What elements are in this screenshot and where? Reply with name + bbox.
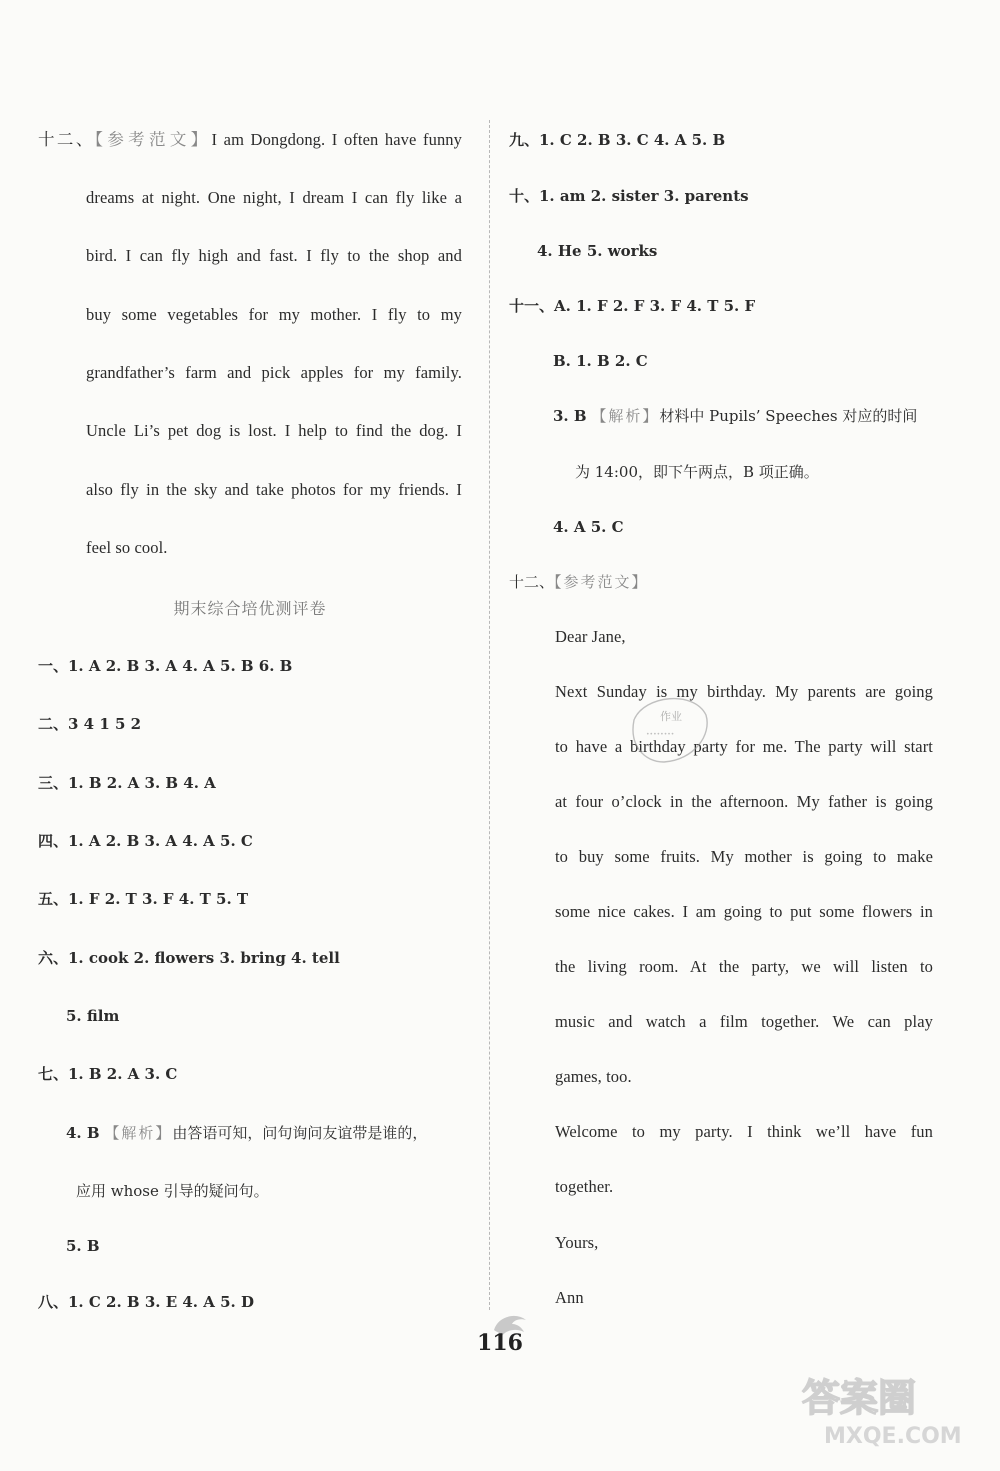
- q7-4-explanation-cont: 应用 whose 引导的疑问句。: [76, 1182, 269, 1200]
- q12-essay-line-3: bird. I can fly high and fast. I fly to the shop and: [86, 246, 462, 265]
- letter-line-6: the living room. At the party, we will listen to: [555, 957, 933, 976]
- letter-line-7: music and watch a film together. We can play: [555, 1012, 933, 1031]
- answer-q11-b45: 4. A 5. C: [553, 518, 624, 536]
- answer-q10-cont: 4. He 5. works: [537, 242, 658, 260]
- q11-b3-number: 3. B: [553, 407, 587, 425]
- q7-4-number: 4. B: [66, 1124, 100, 1142]
- page-number: 116: [477, 1330, 523, 1356]
- q12-essay-line-7: also fly in the sky and take photos for my friends. I: [86, 480, 462, 499]
- q12-heading: [509, 572, 649, 592]
- letter-line-8: games, too.: [555, 1067, 632, 1086]
- q11-b3-explanation-cont: 为 14:00，即下午两点，B 项正确。: [575, 463, 819, 481]
- q12-essay-line-5: grandfather’s farm and pick apples for my family.: [86, 363, 462, 382]
- q12-essay-line-4: buy some vegetables for my mother. I fly to my: [86, 305, 462, 324]
- letter-closing: Yours,: [555, 1233, 599, 1252]
- answer-q7-5: 5. B: [66, 1237, 100, 1255]
- watermark-logo: [782, 1363, 982, 1453]
- letter-line-2: to have a birthday party for me. The party will start: [555, 737, 933, 756]
- svg-text:答案圈: 答案圈: [802, 1376, 917, 1420]
- answer-q7: 七、1. B 2. A 3. C: [38, 1065, 178, 1083]
- q12-essay-line-1: [38, 130, 462, 150]
- q12-label: 十二、: [38, 130, 95, 149]
- answer-q5: 五、1. F 2. T 3. F 4. T 5. T: [38, 890, 249, 908]
- q7-4-explanation: 由答语可知，问句询问友谊带是谁的，: [172, 1124, 428, 1142]
- answer-q4: 四、1. A 2. B 3. A 4. A 5. C: [38, 832, 253, 850]
- column-divider: [489, 120, 490, 1310]
- letter-signature: Ann: [555, 1288, 584, 1307]
- q12-essay-line-6: Uncle Li’s pet dog is lost. I help to find the dog. I: [86, 421, 462, 440]
- q12-essay-line-2: dreams at night. One night, I dream I can fly like a: [86, 188, 462, 207]
- answer-q9: 九、1. C 2. B 3. C 4. A 5. B: [509, 131, 726, 149]
- answer-q11-a: 十一、A. 1. F 2. F 3. F 4. T 5. F: [509, 297, 756, 315]
- answer-q2: 二、3 4 1 5 2: [38, 715, 142, 733]
- q12-line-text: I am Dongdong. I often have funny: [211, 130, 462, 149]
- letter-line-1: Next Sunday is my birthday. My parents are going: [555, 682, 933, 701]
- letter-line-4: to buy some fruits. My mother is going to make: [555, 847, 933, 866]
- answer-q3: 三、1. B 2. A 3. B 4. A: [38, 774, 216, 792]
- letter-line-3: at four o’clock in the afternoon. My father is going: [555, 792, 933, 811]
- answer-q8: 八、1. C 2. B 3. E 4. A 5. D: [38, 1293, 254, 1311]
- section-title: 期末综合培优测评卷: [173, 599, 327, 618]
- q12-essay-line-8: feel so cool.: [86, 538, 168, 557]
- answer-q10: 十、1. am 2. sister 3. parents: [509, 187, 749, 205]
- answer-q6: 六、1. cook 2. flowers 3. bring 4. tell: [38, 949, 340, 967]
- q11-b3-tag: 【解析】: [591, 407, 660, 425]
- answer-q11-b3: [553, 406, 917, 426]
- answer-q6-5: 5. film: [66, 1007, 120, 1025]
- svg-text:••••••••: ••••••••: [646, 731, 675, 738]
- q12-right-tag: 【参考范文】: [554, 573, 649, 591]
- q12-right-label: 十二、: [509, 573, 555, 591]
- letter-line-9: Welcome to my party. I think we’ll have fun: [555, 1122, 933, 1141]
- svg-text:作业: 作业: [660, 710, 682, 723]
- answer-q11-b: B. 1. B 2. C: [553, 352, 648, 370]
- q11-b3-explanation: 材料中 Pupils’ Speeches 对应的时间: [659, 407, 918, 425]
- letter-salutation: Dear Jane,: [555, 627, 626, 646]
- svg-text:MXQE.COM: MXQE.COM: [824, 1424, 962, 1449]
- letter-line-5: some nice cakes. I am going to put some flowers in: [555, 902, 933, 921]
- answer-q1: 一、1. A 2. B 3. A 4. A 5. B 6. B: [38, 657, 293, 675]
- q12-tag: 【参考范文】: [94, 130, 212, 149]
- q7-4-tag: 【解析】: [104, 1124, 173, 1142]
- letter-line-10: together.: [555, 1177, 614, 1196]
- stamp-logo: [624, 690, 714, 770]
- answer-q7-4: [66, 1123, 427, 1143]
